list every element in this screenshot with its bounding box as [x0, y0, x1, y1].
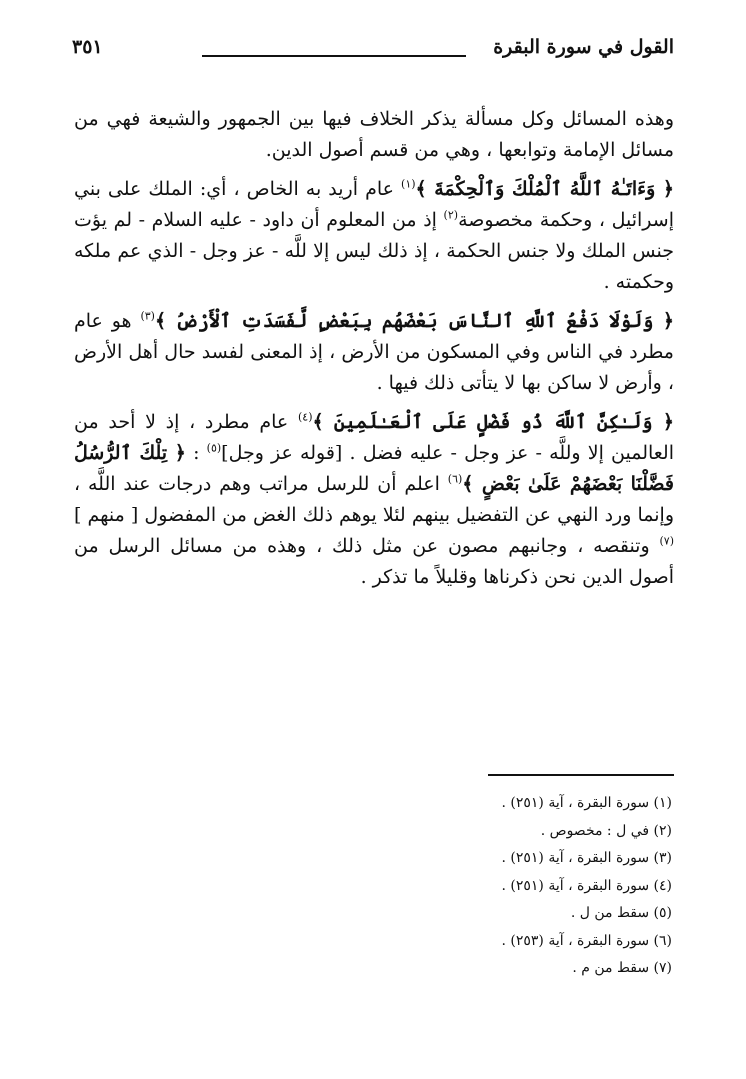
- footnote-marker: (٥): [206, 441, 222, 455]
- footnote: (١) سورة البقرة ، آية (٢٥١) .: [501, 795, 672, 811]
- quran-verse: ﴿ وَءَاتَـٰهُ ٱللَّهُ ٱلْمُلْكَ وَٱلْحِكْمَةَ ﴾: [415, 178, 674, 200]
- paragraph-text: عام أريد به الخاص ، أي: الملك على بني إسرائيل ، وحكمة مخصوصة: [74, 178, 674, 231]
- footnote-marker: (٤): [297, 410, 313, 424]
- header-rule: [202, 55, 466, 57]
- footnote-marker: (٣): [140, 309, 155, 323]
- footnote-separator: [488, 774, 674, 776]
- quran-verse: ﴿ تِلْكَ ٱلرُّسُلُ فَضَّلْنَا بَعْضَهُمْ عَلَىٰ بَعْضٍ ﴾: [74, 442, 674, 495]
- footnote: (٣) سورة البقرة ، آية (٢٥١) .: [501, 850, 672, 866]
- paragraph: [74, 104, 674, 166]
- footnote: (٧) سقط من م .: [572, 960, 672, 976]
- page-number: ٣٥١: [72, 36, 103, 58]
- footnotes-list: [72, 790, 672, 983]
- paragraph-text: :: [185, 442, 207, 464]
- paragraph: [74, 407, 674, 593]
- paragraph: [74, 306, 674, 399]
- running-header: [72, 34, 674, 74]
- footnote-marker: (١): [401, 177, 416, 191]
- footnote-marker: (٢): [443, 208, 459, 222]
- paragraph-text: هو عام مطرد في الناس وفي المسكون من الأرض ، إذ المعنى لفسد حال أهل الأرض ، وأرض لا ساكن بها لا يتأتى ذلك فيها .: [74, 310, 674, 394]
- main-text: [74, 104, 674, 601]
- quran-verse: ﴿ وَلَـٰكِنَّ ٱللَّهَ ذُو فَضْلٍ عَلَى ٱلْعَـٰلَمِينَ ﴾: [312, 411, 674, 433]
- paragraph-text: إذ من المعلوم أن داود - عليه السلام - لم يؤت جنس الملك ولا جنس الحكمة ، إذ ذلك ليس إلا للَّه - عز وجل - الذي عم ملكه وحكمته .: [74, 209, 674, 293]
- paragraph-text: وهذه المسائل وكل مسألة يذكر الخلاف فيها بين الجمهور والشيعة فهي من مسائل الإمامة وتوابعها ، وهي من قسم أصول الدين.: [74, 108, 674, 161]
- running-title: القول في سورة البقرة: [493, 36, 674, 58]
- paragraph-text: اعلم أن للرسل مراتب وهم درجات عند اللَّه ، وإنما ورد النهي عن التفضيل بينهم لئلا يوهم ذلك الغض من المفضول [ منهم ]: [74, 473, 674, 526]
- footnote: (٦) سورة البقرة ، آية (٢٥٣) .: [501, 932, 672, 949]
- footnote-marker: (٧): [659, 534, 674, 548]
- footnote-marker: (٦): [447, 472, 463, 486]
- footnote: (٢) في ل : مخصوص .: [540, 822, 672, 839]
- paragraph-text: وتنقصه ، وجانبهم مصون عن مثل ذلك ، وهذه من مسائل الرسل من أصول الدين نحن ذكرناها وقليلاً ما تذكر .: [74, 535, 674, 588]
- footnote: (٥) سقط من ل .: [570, 905, 672, 921]
- paragraph-text: عام مطرد ، إذ لا أحد من العالمين إلا وللَّه - عز وجل - عليه فضل . [قوله عز وجل]: [74, 411, 675, 464]
- footnote: (٤) سورة البقرة ، آية (٢٥١) .: [501, 877, 672, 894]
- quran-verse: ﴿ وَلَوْلَا دَفْعُ ٱللَّهِ ٱلنَّاسَ بَعْضَهُم بِبَعْضٍ لَّفَسَدَتِ ٱلْأَرْضُ ﴾: [154, 310, 674, 332]
- paragraph: [74, 174, 674, 298]
